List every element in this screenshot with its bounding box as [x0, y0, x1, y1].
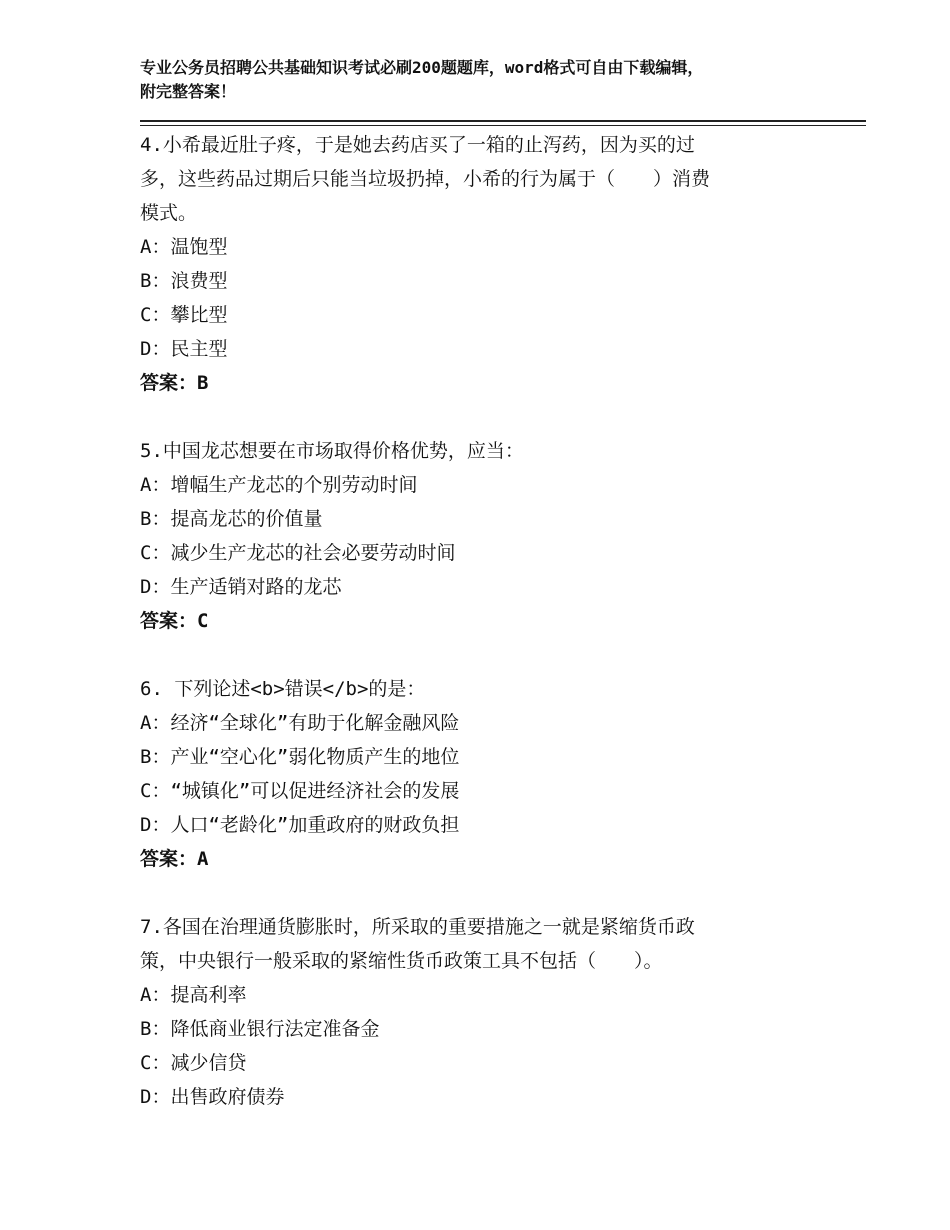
option-b: B：提高龙芯的价值量 [140, 508, 323, 530]
question-text-line: 模式。 [140, 202, 198, 224]
question-text-line: 7.各国在治理通货膨胀时，所采取的重要措施之一就是紧缩货币政 [140, 916, 695, 938]
option-c: C：攀比型 [140, 304, 228, 326]
option-d: D：人口“老龄化”加重政府的财政负担 [140, 814, 460, 836]
document-header [140, 56, 820, 104]
option-d: D：生产适销对路的龙芯 [140, 576, 342, 598]
option-a: A：温饱型 [140, 236, 228, 258]
option-a: A：增幅生产龙芯的个别劳动时间 [140, 474, 418, 496]
option-b: B：降低商业银行法定准备金 [140, 1018, 380, 1040]
question-text-line: 多，这些药品过期后只能当垃圾扔掉，小希的行为属于（ ）消费 [140, 168, 711, 190]
question-text-line: 策，中央银行一般采取的紧缩性货币政策工具不包括（ ）。 [140, 950, 663, 972]
question-5 [140, 434, 840, 638]
option-c: C：减少信贷 [140, 1052, 247, 1074]
option-d: D：出售政府债券 [140, 1086, 285, 1108]
question-text-line: 5.中国龙芯想要在市场取得价格优势，应当： [140, 440, 524, 462]
question-list [140, 128, 840, 1114]
answer-label: 答案：A [140, 848, 209, 870]
option-c: C：“城镇化”可以促进经济社会的发展 [140, 780, 460, 802]
header-divider-thin [140, 125, 866, 126]
header-line-2: 附完整答案！ [140, 82, 237, 101]
option-c: C：减少生产龙芯的社会必要劳动时间 [140, 542, 456, 564]
question-text-line: 6. 下列论述<b>错误</b>的是： [140, 678, 426, 700]
question-4 [140, 128, 840, 400]
option-b: B：浪费型 [140, 270, 228, 292]
question-text-line: 4.小希最近肚子疼，于是她去药店买了一箱的止泻药，因为买的过 [140, 134, 695, 156]
option-d: D：民主型 [140, 338, 228, 360]
header-line-1: 专业公务员招聘公共基础知识考试必刷200题题库，word格式可自由下载编辑， [140, 58, 704, 77]
option-a: A：提高利率 [140, 984, 247, 1006]
option-a: A：经济“全球化”有助于化解金融风险 [140, 712, 460, 734]
option-b: B：产业“空心化”弱化物质产生的地位 [140, 746, 460, 768]
question-7 [140, 910, 840, 1114]
answer-label: 答案：C [140, 610, 209, 632]
question-6 [140, 672, 840, 876]
header-divider-thick [140, 120, 866, 122]
answer-label: 答案：B [140, 372, 209, 394]
